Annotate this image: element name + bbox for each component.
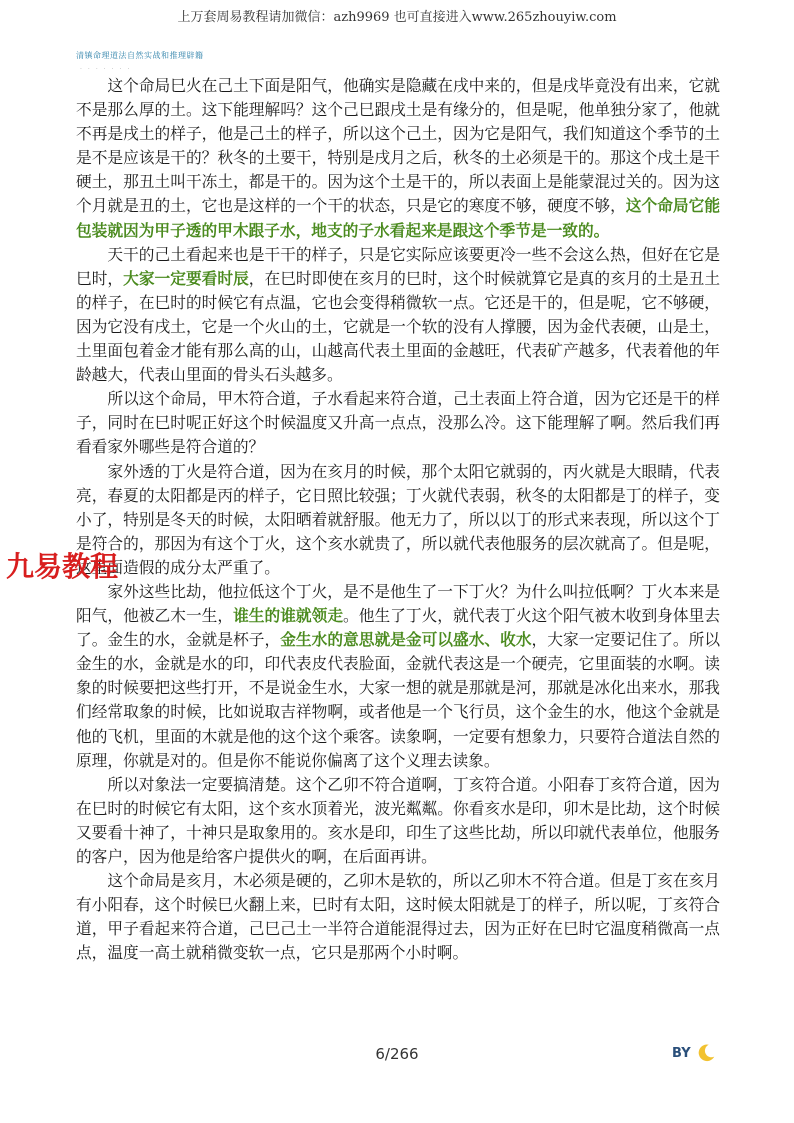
paragraph xyxy=(76,387,720,459)
header-subtitle: 清镇命理道法自然实战和推理辟籍 xyxy=(76,51,204,60)
text-segment: 家外这些比劫，他拉低这个丁火，是不是他生了一下丁火？为什么叫拉低啊？丁火本来是阳气，他被乙木一生， xyxy=(76,581,720,626)
highlight-text: 谁生的谁就领走 xyxy=(233,606,344,626)
text-segment: ，大家一定要记住了。所以金生的水，金就是水的印，印代表皮代表脸面，金就代表这是一个硬壳，它里面装的水啊。读象的时候要把这些打开，不是说金生水，大家一想的就是那就是河，那就是冰化出来水，那我们经常取象的时候，比如说取吉祥物啊，或者他是一个飞行员，这个金生的水，他这个金就是他的飞机，里面的木就是他的这个这个乘客。读象啊，一定要有想象力，只要符合道法自然的原理，你就是对的。但是你不能说你偏离了这个义理去读象。 xyxy=(76,630,721,770)
body-text xyxy=(76,74,720,965)
paragraph xyxy=(76,460,720,580)
text-segment: 这个命局是亥月，木必须是硬的，乙卯木是软的，所以乙卯木不符合道。但是丁亥在亥月有小阳春，这个时候巳火翻上来，巳时有太阳，这时候太阳就是丁的样子，所以呢，丁亥符合道，甲子看起来符合道，己巳己土一半符合道能混得过去，因为正好在巳时它温度稍微高一点点，温度一高土就稍微变软一点，它只是那两个小时啊。 xyxy=(76,871,720,963)
moon-icon xyxy=(695,1042,717,1064)
highlight-text: 大家一定要看时辰 xyxy=(123,268,249,288)
paragraph xyxy=(76,74,720,243)
paragraph xyxy=(76,773,720,869)
highlight-text: 金生水的意思就是金可以盛水、收水 xyxy=(280,630,532,650)
text-segment: 家外透的丁火是符合道，因为在亥月的时候，那个太阳它就弱的，丙火就是大眼睛，代表亮，春夏的太阳都是丙的样子，它日照比较强；丁火就代表弱，秋冬的太阳都是丁的样子，变小了，特别是冬天的时候，太阳晒着就舒服。他无力了，所以以丁的形式来表现，所以这个丁是符合的，那因为有这个丁火，这个亥水就贵了，所以就代表他服务的层次就高了。但是呢，这里面造假的成分太严重了。 xyxy=(76,461,720,577)
text-segment: ，在巳时即使在亥月的巳时，这个时候就算它是真的亥月的土是丑土的样子，在巳时的时候它有点温，它也会变得稍微软一点。它还是干的，但是呢，它不够硬，因为它没有戌土，它是一个火山的土，它就是一个软的没有人撑腰，因为金代表硬，山是土，土里面包着金才能有那么高的山，山越高代表土里面的金越旺，代表矿产越多，代表着他的年龄越大，代表山里面的骨头石头越多。 xyxy=(76,268,721,385)
paragraph xyxy=(76,243,720,388)
paragraph xyxy=(76,580,720,773)
top-banner: 上万套周易教程请加微信：azh9969 也可直接进入www.265zhouyiw.com xyxy=(177,10,617,25)
page-number: 6/266 xyxy=(375,1045,419,1063)
text-segment: 这个命局巳火在己土下面是阳气，他确实是隐藏在戌中来的，但是戌毕竟没有出来，它就不是那么厚的土。这下能理解吗？这个己巳跟戌土是有缘分的，但是呢，他单独分家了，他就不再是戌土的样子，他是己土的样子，所以这个己土，因为它是阳气，我们知道这个季节的土是不是应该是干的？秋冬的土要干，特别是戌月之后，秋冬的土必须是干的。那这个戌土是干硬土，那丑土叫干冻土，都是干的。因为这个土是干的，所以表面上是能蒙混过关的。因为这个月就是丑的土，它也是这样的一个干的状态，只是它的寒度不够，硬度不够， xyxy=(76,76,720,216)
text-segment: 所以这个命局，甲木符合道，子水看起来符合道，己土表面上符合道，因为它还是干的样子，同时在巳时呢正好这个时候温度又升高一点点，没那么冷。这下能理解了啊。然后我们再看看家外哪些是符合道的？ xyxy=(76,389,720,457)
watermark: 九易教程 xyxy=(6,550,119,583)
text-segment: 所以对象法一定要搞清楚。这个乙卯不符合道啊，丁亥符合道。小阳春丁亥符合道，因为在巳时的时候它有太阳，这个亥水顶着光，波光粼粼。你看亥水是印，卯木是比劫，这个时候又要看十神了，十神只是取象用的。亥水是印，印生了这些比劫，所以印就代表单位，他服务的客户，因为他是给客户提供火的啊，在后面再讲。 xyxy=(76,774,720,866)
paragraph xyxy=(76,869,720,965)
by-label: BY xyxy=(672,1045,691,1061)
highlight-text: 这个命局它能包装就因为甲子透的甲木跟子水，地支的子水看起来是跟这个季节是一致的。 xyxy=(76,196,721,240)
text-segment: 天干的己土看起来也是干干的样子，只是它实际应该要更冷一些不会这么热，但好在它是巳时， xyxy=(76,244,720,288)
by-logo xyxy=(672,1042,717,1064)
header-divider: ....... xyxy=(80,64,136,71)
text-segment: 。他生了丁火，就代表丁火这个阳气被木收到身体里去了。金生的水，金就是杯子， xyxy=(76,606,721,650)
